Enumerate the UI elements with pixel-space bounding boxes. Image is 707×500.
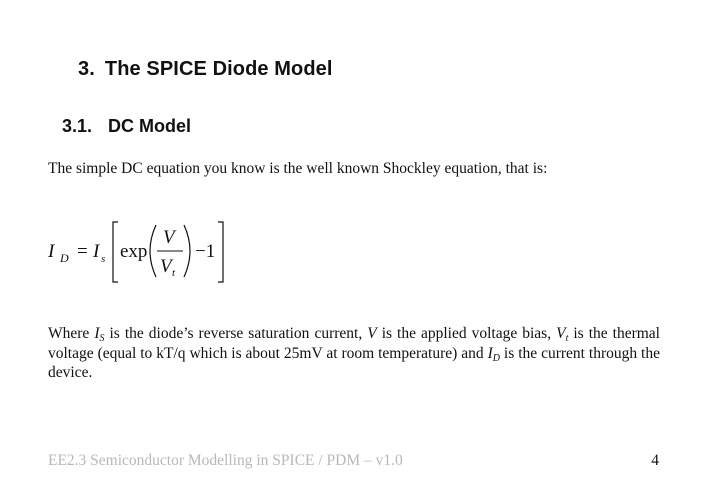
vt-subscript: t — [565, 333, 569, 344]
section-heading — [78, 58, 333, 81]
eq-lhs: I — [48, 241, 55, 262]
eq-lhs-sub: D — [60, 251, 69, 265]
eq-minus-one: −1 — [195, 241, 216, 262]
id-symbol: I — [487, 344, 493, 362]
subsection-title: DC Model — [108, 116, 192, 136]
description-paragraph — [48, 324, 660, 383]
desc-text-3: is the applied voltage bias, — [376, 325, 557, 342]
subsection-heading — [62, 116, 191, 137]
intro-paragraph: The simple DC equation you know is the well known Shockley equation, that is: — [48, 160, 548, 177]
eq-func: exp — [120, 241, 148, 262]
section-title: The SPICE Diode Model — [104, 58, 333, 80]
eq-numerator: V — [163, 227, 175, 248]
page-number: 4 — [651, 452, 659, 469]
id-subscript: D — [492, 352, 500, 364]
desc-text-4: is the thermal voltage (equal to kT/q which is about 25mV at room temperature) and — [48, 325, 660, 362]
left-square-bracket — [113, 222, 118, 282]
is-subscript: S — [99, 333, 105, 344]
left-parenthesis — [150, 225, 156, 277]
desc-text-5: is the current through the device. — [48, 344, 660, 381]
desc-text-1: Where — [48, 325, 95, 342]
desc-text-2: is the diode’s reverse saturation current, — [104, 325, 368, 342]
shockley-equation — [40, 214, 250, 290]
eq-denominator: V — [160, 256, 172, 277]
v-symbol: V — [367, 325, 377, 342]
vt-symbol: V — [556, 325, 566, 342]
eq-denominator-sub: t — [172, 267, 176, 279]
is-symbol: I — [94, 325, 100, 342]
right-square-bracket — [218, 222, 223, 282]
eq-equals: = — [77, 241, 88, 262]
eq-coef-sub: s — [101, 253, 106, 265]
section-number: 3. — [78, 58, 95, 80]
subsection-number: 3.1. — [62, 116, 93, 136]
right-parenthesis — [184, 225, 190, 277]
page-footer: EE2.3 Semiconductor Modelling in SPICE / PDM – v1.0 — [48, 452, 403, 469]
eq-coef: I — [93, 241, 100, 262]
